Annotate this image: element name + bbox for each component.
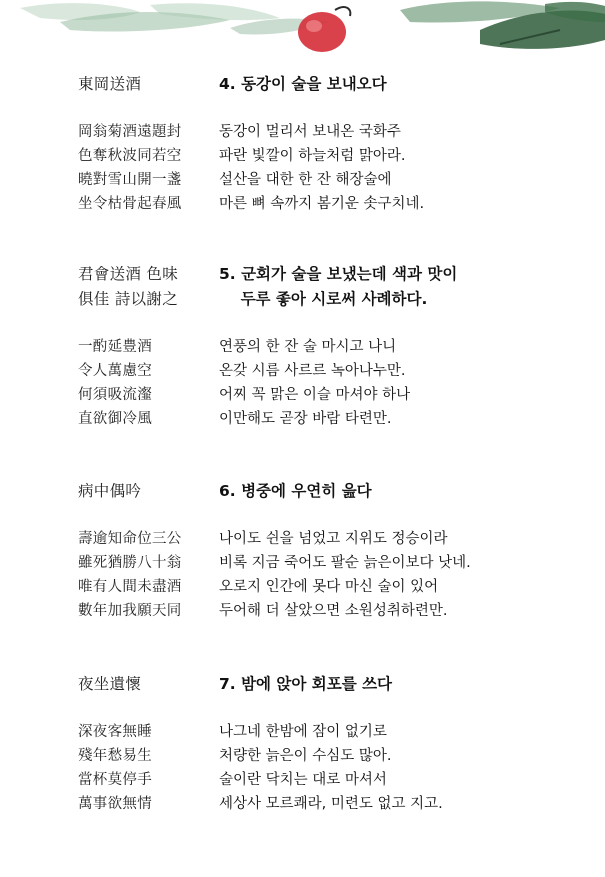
title-hanja: 病中偶吟 bbox=[78, 482, 142, 500]
line-korean: 온갖 시름 사르르 녹아나누만. bbox=[219, 363, 406, 379]
line-hanja: 色奪秋波同若空 bbox=[78, 148, 182, 164]
poem-line bbox=[78, 599, 598, 623]
poem-title bbox=[78, 287, 598, 312]
title-korean: 5. 군회가 술을 보냈는데 색과 맛이 bbox=[219, 265, 458, 283]
line-korean: 나그네 한밤에 잠이 없기로 bbox=[219, 724, 387, 740]
line-korean: 두어해 더 살았으면 소원성취하련만. bbox=[219, 603, 448, 619]
poem-line bbox=[78, 744, 598, 768]
poem-line bbox=[78, 144, 598, 168]
line-hanja: 雖死猶勝八十翁 bbox=[78, 555, 182, 571]
line-korean: 비록 지금 죽어도 팔순 늙은이보다 낫네. bbox=[219, 555, 471, 571]
title-korean: 7. 밤에 앉아 회포를 쓰다 bbox=[219, 675, 393, 693]
line-hanja: 數年加我願天同 bbox=[78, 603, 182, 619]
poem-line bbox=[78, 768, 598, 792]
poem-6 bbox=[78, 479, 598, 623]
poem-line bbox=[78, 551, 598, 575]
poem-title bbox=[78, 262, 598, 287]
poem-line bbox=[78, 335, 598, 359]
poem-line bbox=[78, 407, 598, 431]
line-hanja: 直欲御冷風 bbox=[78, 411, 152, 427]
line-hanja: 深夜客無睡 bbox=[78, 724, 152, 740]
poem-title bbox=[78, 672, 598, 697]
line-korean: 마른 뼈 속까지 봄기운 솟구치네. bbox=[219, 196, 425, 212]
line-korean: 설산을 대한 한 잔 해장술에 bbox=[219, 172, 392, 188]
line-hanja: 何須吸流瀣 bbox=[78, 387, 152, 403]
poem-7 bbox=[78, 672, 598, 816]
title-korean: 6. 병중에 우연히 읊다 bbox=[219, 482, 372, 500]
line-hanja: 殘年愁易生 bbox=[78, 748, 152, 764]
line-hanja: 當杯莫停手 bbox=[78, 772, 152, 788]
title-hanja: 夜坐遺懷 bbox=[78, 675, 142, 693]
poem-line bbox=[78, 383, 598, 407]
line-hanja: 一酌延豊酒 bbox=[78, 339, 152, 355]
line-hanja: 萬事欲無情 bbox=[78, 796, 152, 812]
line-korean: 동강이 멀리서 보내온 국화주 bbox=[219, 124, 401, 140]
line-korean: 어찌 꼭 맑은 이슬 마셔야 하나 bbox=[219, 387, 411, 403]
poem-line bbox=[78, 720, 598, 744]
line-korean: 연풍의 한 잔 술 마시고 나니 bbox=[219, 339, 397, 355]
poem-line bbox=[78, 168, 598, 192]
ink-wash-illustration bbox=[0, 0, 605, 70]
poem-5 bbox=[78, 262, 598, 431]
poem-line bbox=[78, 120, 598, 144]
poem-line bbox=[78, 192, 598, 216]
line-hanja: 令人萬慮空 bbox=[78, 363, 152, 379]
title-hanja: 東岡送酒 bbox=[78, 75, 142, 93]
poem-line bbox=[78, 359, 598, 383]
poem-line bbox=[78, 575, 598, 599]
line-korean: 술이란 닥치는 대로 마셔서 bbox=[219, 772, 387, 788]
line-hanja: 坐令枯骨起春風 bbox=[78, 196, 182, 212]
poem-title bbox=[78, 72, 598, 97]
line-korean: 오로지 인간에 못다 마신 술이 있어 bbox=[219, 579, 439, 595]
line-hanja: 壽逾知命位三公 bbox=[78, 531, 182, 547]
line-hanja: 岡翁菊酒遠題封 bbox=[78, 124, 182, 140]
line-korean: 세상사 모르쾌라, 미련도 없고 지고. bbox=[219, 796, 443, 812]
poem-title bbox=[78, 479, 598, 504]
title-korean: 두루 좋아 시로써 사례하다. bbox=[219, 290, 428, 308]
title-hanja: 君會送酒 色味 bbox=[78, 265, 179, 283]
title-hanja: 俱佳 詩以謝之 bbox=[78, 290, 179, 308]
line-korean: 처량한 늙은이 수심도 많아. bbox=[219, 748, 392, 764]
poem-line bbox=[78, 792, 598, 816]
title-korean: 4. 동강이 술을 보내오다 bbox=[219, 75, 387, 93]
poem-line bbox=[78, 527, 598, 551]
poem-4 bbox=[78, 72, 598, 216]
line-korean: 파란 빛깔이 하늘처럼 맑아라. bbox=[219, 148, 406, 164]
line-hanja: 曉對雪山開一盞 bbox=[78, 172, 182, 188]
line-korean: 이만해도 곧장 바람 타련만. bbox=[219, 411, 392, 427]
line-hanja: 唯有人間未盡酒 bbox=[78, 579, 182, 595]
line-korean: 나이도 쉰을 넘었고 지위도 정승이라 bbox=[219, 531, 448, 547]
